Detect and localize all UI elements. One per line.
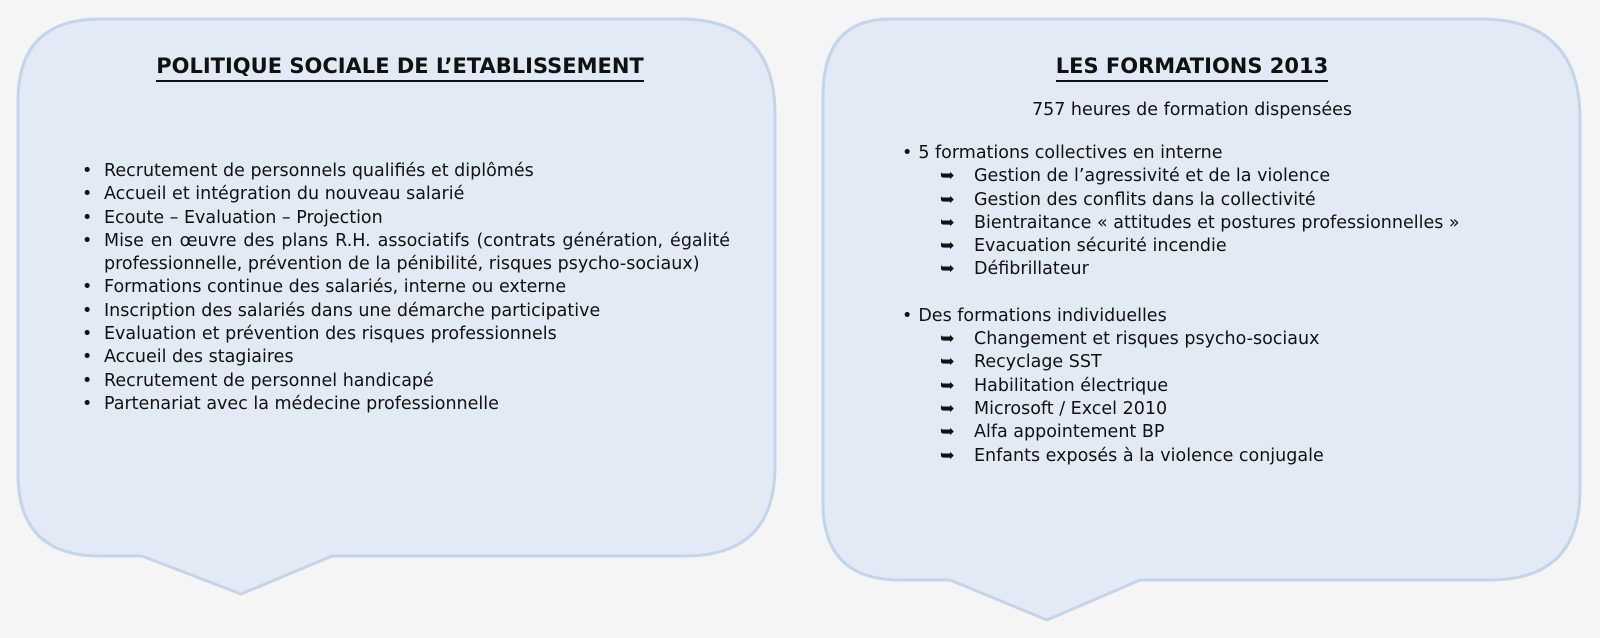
- list-item: ➥ Bientraitance « attitudes et postures professionnelles »: [822, 212, 1562, 235]
- social-policy-title: POLITIQUE SOCIALE DE L’ETABLISSEMENT: [80, 54, 720, 78]
- bullet-icon: •: [82, 207, 93, 228]
- list-item: • Inscription des salariés dans une démarche participative: [80, 300, 730, 323]
- collective-trainings-group: [822, 142, 1562, 282]
- curved-arrow-icon: ➥: [940, 329, 955, 350]
- curved-arrow-icon: ➥: [940, 259, 955, 280]
- list-item: • Ecoute – Evaluation – Projection: [80, 207, 730, 230]
- curved-arrow-icon: ➥: [940, 398, 955, 419]
- trainings-title: LES FORMATIONS 2013: [822, 54, 1562, 78]
- bullet-icon: •: [902, 305, 913, 326]
- list-item: • Partenariat avec la médecine professionnelle: [80, 393, 730, 416]
- list-item: ➥ Evacuation sécurité incendie: [822, 235, 1562, 258]
- bullet-icon: •: [82, 393, 93, 414]
- list-item: ➥ Habilitation électrique: [822, 375, 1562, 398]
- individual-trainings-group: [822, 305, 1562, 468]
- curved-arrow-icon: ➥: [940, 445, 955, 466]
- bullet-icon: •: [82, 230, 93, 251]
- curved-arrow-icon: ➥: [940, 422, 955, 443]
- bullet-icon: •: [82, 277, 93, 298]
- curved-arrow-icon: ➥: [940, 375, 955, 396]
- social-policy-panel: [80, 54, 730, 416]
- list-item: ➥ Enfants exposés à la violence conjugale: [822, 445, 1562, 468]
- list-item: ➥ Recyclage SST: [822, 351, 1562, 374]
- trainings-panel: [822, 54, 1562, 468]
- list-item: ➥ Gestion de l’agressivité et de la violence: [822, 165, 1562, 188]
- bullet-icon: •: [82, 184, 93, 205]
- list-item: • Formations continue des salariés, interne ou externe: [80, 276, 730, 299]
- list-item: ➥ Alfa appointement BP: [822, 421, 1562, 444]
- training-hours-text: 757 heures de formation dispensées: [1031, 100, 1353, 120]
- list-item: • Evaluation et prévention des risques professionnels: [80, 323, 730, 346]
- curved-arrow-icon: ➥: [940, 189, 955, 210]
- curved-arrow-icon: ➥: [940, 212, 955, 233]
- bullet-icon: •: [82, 347, 93, 368]
- list-item: • Recrutement de personnels qualifiés et diplômés: [80, 160, 730, 183]
- bullet-icon: •: [902, 143, 913, 163]
- group-heading: • Des formations individuelles: [902, 305, 1167, 326]
- list-item: • Recrutement de personnel handicapé: [80, 370, 730, 393]
- bullet-icon: •: [82, 324, 93, 345]
- individual-trainings-list: [822, 328, 1562, 468]
- list-item: • Mise en œuvre des plans R.H. associatifs (contrats génération, égalité professionnelle, prévention de la pénibilité, risques psycho-sociaux): [82, 230, 730, 275]
- curved-arrow-icon: ➥: [940, 236, 955, 257]
- curved-arrow-icon: ➥: [940, 352, 955, 373]
- group-heading: • 5 formations collectives en interne: [902, 143, 1223, 163]
- bullet-icon: •: [82, 300, 93, 321]
- curved-arrow-icon: ➥: [940, 166, 955, 187]
- social-policy-list: [80, 160, 730, 416]
- bullet-icon: •: [82, 161, 93, 181]
- list-item: ➥ Changement et risques psycho-sociaux: [822, 328, 1562, 351]
- list-item: ➥ Microsoft / Excel 2010: [822, 398, 1562, 421]
- bullet-icon: •: [82, 370, 93, 391]
- collective-trainings-list: [822, 165, 1562, 281]
- list-item: • Accueil des stagiaires: [80, 346, 730, 369]
- list-item: ➥ Gestion des conflits dans la collectivité: [822, 189, 1562, 212]
- list-item: ➥ Défibrillateur: [822, 258, 1562, 281]
- list-item: • Accueil et intégration du nouveau salarié: [80, 183, 730, 206]
